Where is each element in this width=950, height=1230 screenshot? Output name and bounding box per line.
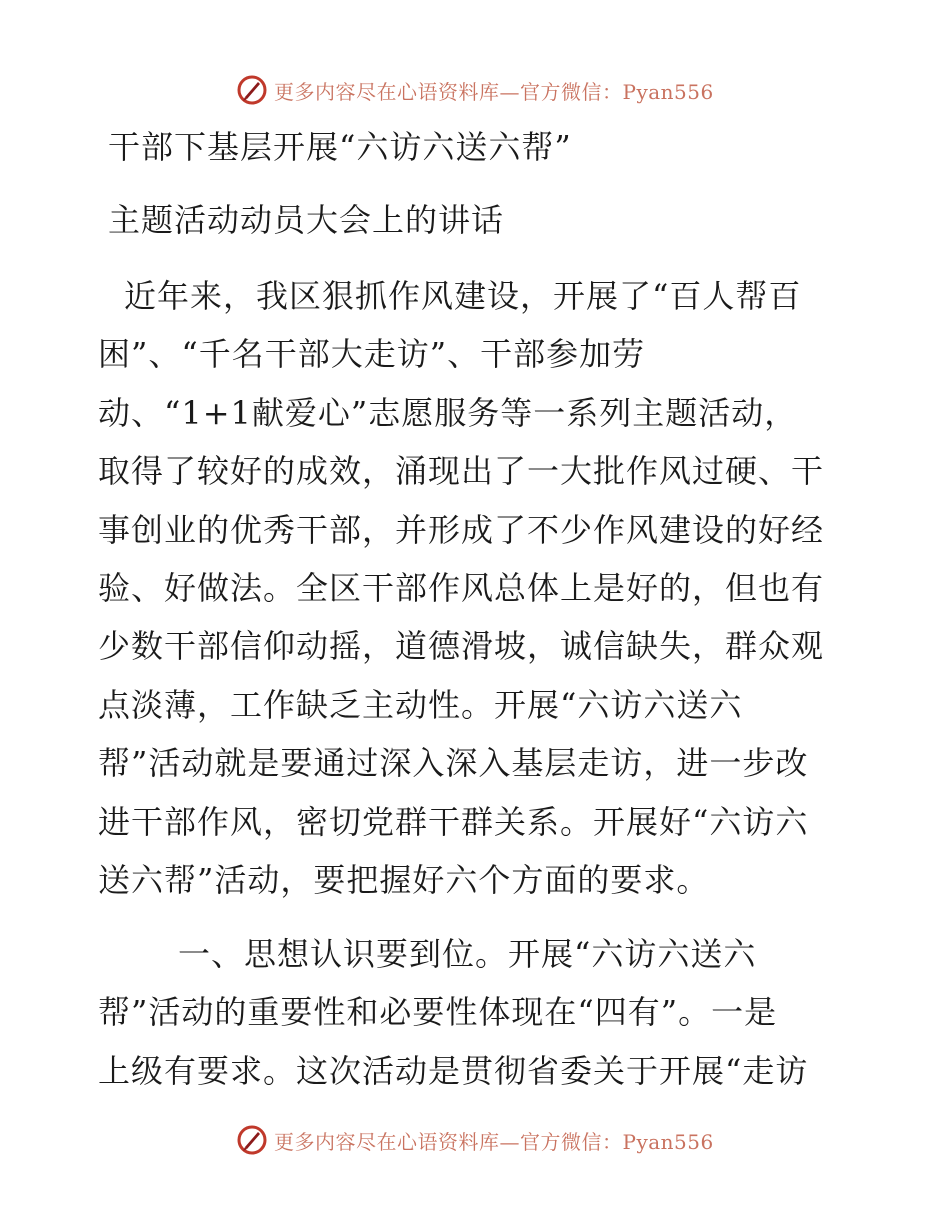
- text-line: 少数干部信仰动摇，道德滑坡，诚信缺失，群众观: [98, 627, 825, 666]
- document-title-line-2: 主题活动动员大会上的讲话: [108, 201, 505, 239]
- text-line: 点淡薄，工作缺乏主动性。开展“六访六送六: [98, 685, 743, 724]
- text-line: 事创业的优秀干部，并形成了不少作风建设的好经: [98, 510, 825, 549]
- text-line: 近年来，我区狠抓作风建设，开展了“百人帮百: [124, 277, 802, 315]
- text-line: 上级有要求。这次活动是贯彻省委关于开展“走访: [98, 1051, 809, 1090]
- document-title-line-1: 干部下基层开展“六访六送六帮”: [108, 128, 572, 166]
- header-watermark: [236, 72, 714, 108]
- feather-pen-logo-icon: [236, 1124, 268, 1156]
- text-line: 帮”活动的重要性和必要性体现在“四有”。一是: [98, 993, 778, 1032]
- text-line: 验、好做法。全区干部作风总体上是好的，但也有: [98, 568, 825, 607]
- paragraph-section-one: [98, 925, 850, 1100]
- feather-pen-logo-icon: [236, 74, 268, 106]
- watermark-text: 更多内容尽在心语资料库—官方微信：Pyan556: [274, 1129, 714, 1154]
- text-line: 动、“1+1献爱心”志愿服务等一系列主题活动，: [98, 393, 798, 432]
- watermark-text: 更多内容尽在心语资料库—官方微信：Pyan556: [274, 79, 714, 104]
- text-line: 进干部作风，密切党群干群关系。开展好“六访六: [98, 802, 809, 841]
- text-line: 送六帮”活动，要把握好六个方面的要求。: [98, 860, 710, 899]
- text-line: 帮”活动就是要通过深入深入基层走访，进一步改: [98, 744, 809, 783]
- text-line: 困”、“千名干部大走访”、干部参加劳: [98, 335, 646, 374]
- text-line: 取得了较好的成效，涌现出了一大批作风过硬、干: [98, 452, 825, 491]
- paragraph-intro: [98, 267, 850, 909]
- footer-watermark: [236, 1122, 714, 1158]
- text-line: 一、思想认识要到位。开展“六访六送六: [178, 935, 757, 973]
